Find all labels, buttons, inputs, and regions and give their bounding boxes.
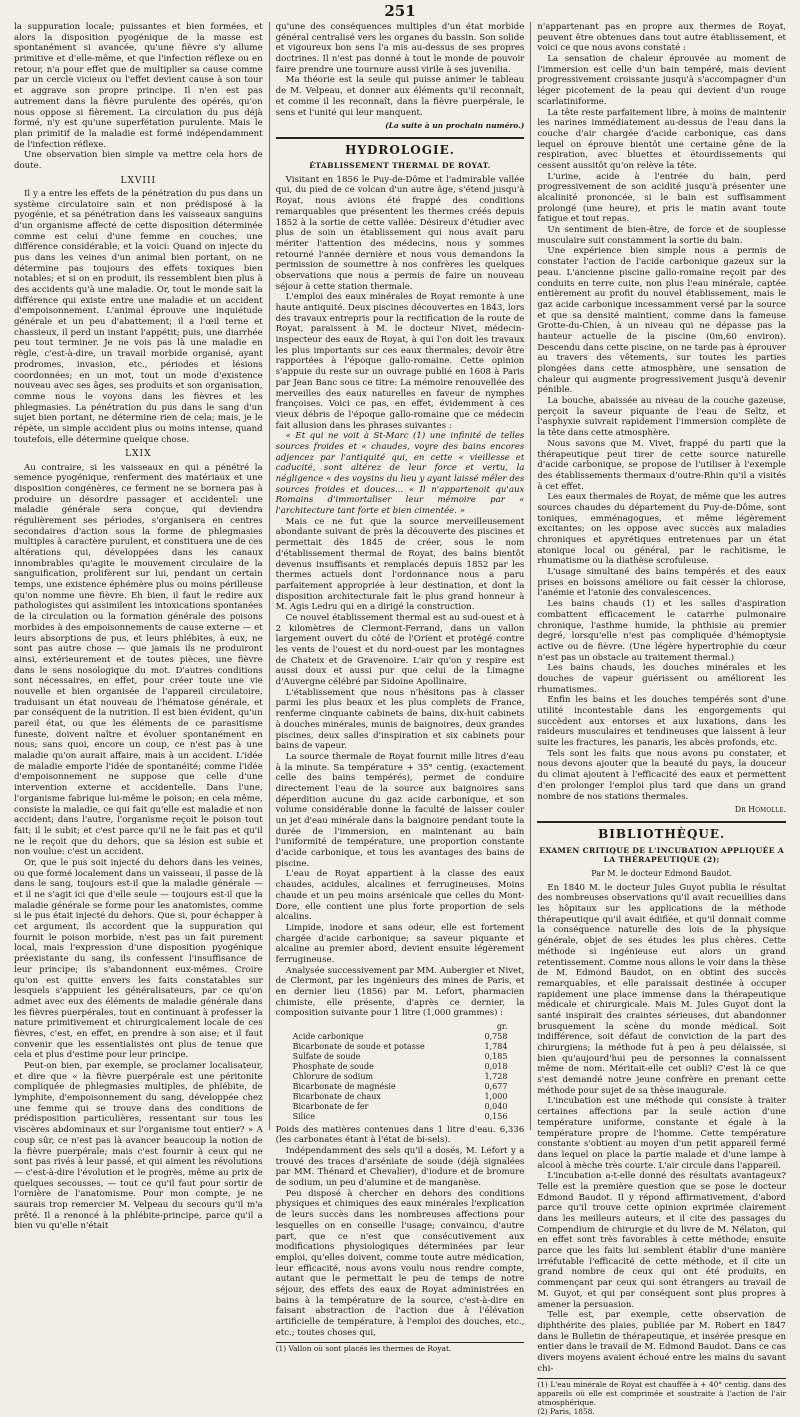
paragraph: Mais ce ne fut que la source merveilleusement abondante suivant de près la découverte des piscines et permettait dès 1845 de créer, sous le nom d'établissement thermal de Royat, des bains bientôt devenus insuffisants et remplacés depuis 1852 par les thermes actuels dont l'ordonnance nous a paru parfaitement appropriée à leur destination, et dont la disposition architecturale fait le plus grand honneur à M. Agis Ledru qui en a dirigé la construction. [275, 516, 525, 613]
component-value: 0,758 [484, 1032, 508, 1042]
table-row [291, 1032, 510, 1042]
component-value: 0,040 [484, 1101, 508, 1111]
page-number: 251 [384, 2, 416, 20]
columns [8, 22, 792, 1416]
paragraph: Analysée successivement par MM. Aubergier et Nivet, de Clermont, par les ingénieurs des mines de Paris, et en dernier lieu (1856) par M. Lefort, pharmacien chimiste, elle présente, d'après ce dernier, la composition suivante pour 1 litre (1,000 grammes) : [275, 965, 525, 1019]
quotation: « Et qui ne voit à St-Marc (1) une infinité de telles sources froides et « chaudes, voyre des bains encores adjencez par l'antiquité qui, en cette « vieillesse et caducité, sont altérez de leur force et vertu, la négligence « des voysins du lieu y ayant laissé mêler des sources froides et douces... « Il n'appartenoit qu'aux Romains d'immortaliser leur mémoire par « l'architecture tant forte et bien cimentée. » [275, 431, 525, 517]
component-name: Bicarbonate de magnésie [292, 1081, 396, 1091]
paragraph: Ce nouvel établissement thermal est au sud-ouest et à 2 kilomètres de Clermont-Ferrand, dans un vallon largement ouvert du côté de l'Orient et protégé contre les vents de l'ouest et du nord-ouest par les montagnes de Chateix et de Gravenoire. L'air qu'on y respire est aussi doux et aussi pur que celui de la Limagne d'Auvergne célébré par Sidoine Apollinaire. [275, 612, 525, 688]
section-title: BIBLIOTHÈQUE. [537, 821, 786, 842]
paragraph: La source thermale de Royat fournit mille litres d'eau à la minute. Sa température + 35° centig. (exactement celle des bains tempérés), permet de conduire directement l'eau de la source aux baignoires sans déperdition aucune du gaz acide carbonique, et son volume considérable donne la faculté de laisser couler un jet d'eau minérale dans la baignoire pendant toute la durée de l'immersion, en maintenant au bain l'uniformité de température, une proportion constante d'acide carbonique, et tous les avantages des bains de piscine. [275, 751, 525, 869]
paragraph: La bouche, abaissée au niveau de la couche gazeuse, perçoit la saveur piquante de l'eau de Seltz, et l'asphyxie suivrait rapidement l'immersion complète de la tête dans cette atmosphère. [537, 396, 787, 439]
paragraph: la suppuration locale; puissantes et bien formées, et alors la disposition pyogénique de la masse est spontanément si avancée, qu'une fièvre s'y allume primitive et d'elle-même, et que l'infection réflexe ou en retour, n'a pour effet que de multiplier sa cause comme par un cercle vicieux ou l'effet devient cause à son tour et aggrave son propre principe. Il n'en est pas autrement dans la fièvre purulente des opérés, qu'on nous oppose si fièrement. La circulation du pus déjà formé, n'y est qu'une superfétation purulente. Mais le plan primitif de la maladie est formé indépendamment de l'infection réflexe. [14, 22, 263, 150]
analysis-table [291, 1022, 510, 1122]
paragraph: Telle est, par exemple, cette observation de diphthérite des plaies, publiée par M. Robert en 1847 dans le Bulletin de thérapeutique, et insérée presque en entier dans le travail de M. Edmond Baudot. Dans ce cas divers moyens avaient échoué entre les mains du savant chi- [537, 1310, 787, 1374]
paragraph: Tels sont les faits que nous avons pu constater, et nous devons ajouter que la beauté du pays, la douceur du climat ajoutent à l'efficacité des eaux et permettent d'en prolonger l'emploi plus tard que dans un grand nombre de nos stations thermales. [537, 748, 787, 802]
component-name: Bicarbonate de fer [292, 1101, 369, 1111]
paragraph: La sensation de chaleur éprouvée au moment de l'immersion est celle d'un bain tempéré, mais devient progressivement croissante jusqu'à s'accompagner d'un léger picotement de la peau qui devient d'un rouge scarlatiniforme. [537, 54, 787, 107]
paragraph: Les eaux thermales de Royat, de même que les autres sources chaudes du département du Puy-de-Dôme, sont toniques, emménagogues, et même légèrement excitantes; on les oppose avec succès aux maladies chroniques et apyrétiques entretenues par un état atonique local ou général, par le rachitisme, le rhumatisme ou la diathèse scrofuleuse. [537, 492, 787, 567]
review-author: Par M. le docteur Edmond Baudot. [591, 868, 733, 878]
component-value: 1,728 [484, 1071, 508, 1081]
component-name: Bicarbonate de soude et potasse [292, 1042, 425, 1051]
review-title: EXAMEN CRITIQUE DE L'INCUBATION APPLIQUÉE A LA THÉRAPEUTIQUE (2); [539, 846, 785, 865]
paragraph: n'appartenant pas en propre aux thermes de Royat, peuvent être obtenues dans tout autre établissement, et voici ce que nous avons constaté : [537, 22, 787, 54]
component-value: 0,018 [484, 1061, 508, 1071]
paragraph: Les bains chauds (1) et les salles d'aspiration combattent efficacement le catarrhe pulmonaire chronique, l'asthme humide, la phthisie au premier degré, lorsqu'elle n'est pas compliquée d'hémoptysie active ou de fièvre. (Une légère hypertrophie du cœur n'est pas un obstacle au traitement thermal.) [537, 599, 787, 663]
component-name: Sulfate de soude [292, 1051, 361, 1061]
paragraph: Enfin les bains et les douches tempérés sont d'une utilité incontestable dans les engorgements qui succèdent aux entorses et aux luxations, dans les raideurs musculaires et tendineuses que laissent à leur suite les fractures, les panaris, les abcès profonds, etc. [537, 695, 787, 749]
footnote: (1) Vallon où sont placés les thermes de Royat. [276, 1342, 525, 1354]
table-unit-row [291, 1022, 510, 1032]
component-name: Chlorure de sodium [292, 1071, 374, 1081]
paragraph: Une observation bien simple va mettre cela hors de doute. [14, 150, 263, 171]
table-row [291, 1112, 510, 1122]
paragraph: Or, que le pus soit injecté du dehors dans les veines, ou que formé localement dans un vaisseau, il passe de là dans le sang, toujours est-il que la maladie générale — et il ne s'agit ici que d'elle seule — toujours est-il que la maladie générale se forme pour les anatomistes, comme si le pus était injecté du dehors. Que si, pour échapper à cet argument, ils accordent que la suppuration qui fournit le poison morbide, n'est pas un fait purement local, mais l'expression d'une disposition pyogénique préexistante du sang, ils confessent l'insuffisance de leur principe; ils s'abandonnent eux-mêmes. Croire qu'on est quitte envers les faits constatables sur lesquels s'appuient les généralisateurs, par ce qu'on admet avec eux des éléments de maladie générale dans les fièvres puerpérales, tout en continuant à professer la nature primitivement et chirurgicalement locale de ces fièvres, c'est, en effet, en prendre à son aise; et il faut convenir que les essentialistes ont plus de tenue que cela et plus d'estime pour leur principe. [14, 857, 263, 1061]
paragraph: L'eau de Royat appartient à la classe des eaux chaudes, acidules, alcalines et ferrugineuses. Moins chaude et un peu moins arsénicale que celles du Mont-Dore, elle contient une plus forte proportion de sels alcalins. [275, 869, 525, 923]
footnote: (1) L'eau minérale de Royat est chauffée à + 40° centig. dans des appareils où elle est comprimée et soustraite à l'action de l'air atmosphérique. [537, 1380, 787, 1408]
column-3 [530, 22, 792, 1416]
component-name: Phosphate de soude [292, 1061, 374, 1071]
table-row [291, 1092, 510, 1102]
paragraph: Au contraire, si les vaisseaux en qui a pénétré la semence pyogénique, renferment des matériaux et une disposition congénères, ce ferment ne se bornera pas à produire un désordre passager et accidentel: une maladie générale sera conçue, qui deviendra régulièrement ses périodes, s'organisera en centres secondaires d'action sous la forme de phlegmasies multiples à caractère purulent, et constituera une de ces altérations qui, développées dans les canaux innombrables qu'agite le mouvement circulaire de la sanguification, prolifèrent sur lui, pendant un certain temps, une existence éphémère plus ou moins périlleuse qu'on nomme une fièvre. Eh bien, il faut le redire aux pathologistes qui assimilent les intoxications spontanées de la circulation ou la formation générale des poisons morbides à des empoisonnements de cause externe — et leurs absorptions de pus, et leurs phlébites, à eux, ne sont pas autre chose — que jamais ils ne produiront ainsi, extérieurement et de toutes pièces, une fièvre dans le sens nosologique du mot. D'autres conditions sont nécessaires, en effet, pour créer toute une vie nouvelle et bien organisée de l'appareil circulatoire, traduisant un état nouveau de l'hématose générale, et par conséquent de la nutrition. Il est bien évident, qu'un pareil état, ou que les éléments de ce parasitisme funeste, doivent naître et évoluer spontanément en nous; sans quoi, encore un coup, ce n'est pas à une maladie qu'on aurait affaire, mais à un accident. L'idée de maladie emporte l'idée de spontanéité; comme l'idée d'empoisonnement ne suppose que celle d'une intervention externe et accidentelle. Dans l'une, l'organisme fabrique lui-même le poison; en cela même, consiste la maladie, ce qui fait qu'elle est maladie et non accident; dans l'autre, l'organisme reçoit le poison tout fait; il le subit; et c'est parce qu'il ne le fait pas et qu'il ne le reçoit que du dehors, que sa lésion est subie et non voulue: c'est un accident. [14, 462, 263, 858]
paragraph: Ma théorie est la seule qui puisse animer le tableau de M. Velpeau, et donner aux éléments qu'il reconnaît, et comme il les reconnaît, dans la fièvre puerpérale, le sens et l'unité qui leur manquent. [275, 75, 525, 118]
column-1 [8, 22, 269, 1232]
paragraph: qu'une des conséquences multiples d'un état morbide général centralisé vers les organes du bassin. Son solide et vigoureux bon sens l'a mis au-dessus de ses propres doctrines. Il n'est pas donné à tout le monde de pouvoir faire prendre une tournure aussi virile à ses juvenilia. [275, 22, 525, 75]
table-row [291, 1082, 510, 1092]
component-value: 1,000 [484, 1091, 508, 1101]
paragraph: L'usage simultané des bains tempérés et des eaux prises en boissons améliore ou fait cesser la chlorose, l'anémie et l'atonie des convalescences. [537, 567, 787, 599]
paragraph: L'incubation a-t-elle donné des résultats avantageux? Telle est la première question que se pose le docteur Edmond Baudot. Il y répond affirmativement, d'abord parce qu'il trouve cette opinion exprimée clairement dans les meilleurs auteurs, et il cite des passages du Compendium de chirurgie et du livre de M. Nélaton, qui en effet sont très favorables à cette méthode; ensuite parce que les faits lui semblent établir d'une manière irréfutable l'efficacité de cette méthode, et il cite un grand nombre de ceux qui ont été produits, en commençant par ceux qui sont étrangers au travail de M. Guyot, et qui par conséquent sont plus propres à amener la persuasion. [537, 1171, 787, 1310]
table-row [291, 1052, 510, 1062]
paragraph: Indépendamment des sels qu'il a dosés, M. Lefort y a trouvé des traces d'arséniate de soude (déjà signalées par MM. Thénard et Chevalier), d'iodure et de bromure de sodium, un peu d'alumine et de manganèse. [275, 1146, 525, 1189]
column-2 [269, 22, 531, 1354]
paragraph: Limpide, inodore et sans odeur, elle est fortement chargée d'acide carbonique; sa saveur piquante et alcaline au premier abord, devient ensuite légèrement ferrugineuse. [275, 922, 525, 965]
article-title: ÉTABLISSEMENT THERMAL DE ROYAT. [309, 161, 491, 171]
paragraph: Peut-on bien, par exemple, se proclamer localisateur, et dire que « la fièvre puerpérale est une péritonite compliquée de phlegmasies multiples, de phlébite, de lymphite, d'empoisonnement du sang, développée chez une femme qui se trouve dans des conditions de prédisposition particulières, ressentant sur tous les viscères abdominaux et sur l'organisme tout entier? » A coup sûr, ce n'est pas là avancer beaucoup la notion de la fièvre puerpérale; mais c'est fournir à ceux qui ne sont pas rivés à leur passé, et qui aiment les révolutions — c'est-à-dire l'évolution et le progrès, même au prix de quelques secousses, — tout ce qu'il faut pour sortir de l'ornière de l'anatomisme. Pour mon compte, je ne saurais trop remercier M. Velpeau du secours qu'il m'a prêté. Il a renoncé à la phlébite-principe, parce qu'il a bien vu qu'elle n'était [14, 1061, 263, 1232]
paragraph: Les bains chauds, les douches minérales et les douches de vapeur guérissent ou améliorent les rhumatismes. [537, 663, 787, 695]
paragraph: Poids des matières contenues dans 1 litre d'eau. 6,336 (les carbonates étant à l'état de bi-sels). [275, 1124, 525, 1146]
component-name: Silice [292, 1111, 315, 1121]
section-number: LXVIII [120, 175, 157, 186]
table-unit: gr. [496, 1022, 508, 1032]
paragraph: Visitant en 1856 le Puy-de-Dôme et l'admirable vallée qui, du pied de ce volcan d'un autre âge, s'étend jusqu'à Royat, nous avions été frappé des conditions remarquables que présentent les thermes créés depuis 1852 à la sortie de cette vallée. Désireux d'étudier avec plus de soin un établissement qui nous avait paru mériter l'attention des médecins, nous y sommes retourné l'année dernière et nous vous demandons la permission de soumettre à nos confrères les quelques observations que nous a permis de faire un nouveau séjour à cette station thermale. [275, 174, 525, 292]
paragraph: Il y a entre les effets de la pénétration du pus dans un système circulatoire sain et non prédisposé à la pyogénie, et sa pénétration dans les vaisseaux sanguins d'un organisme affecté de cette disposition déterminée comme est celui d'une femme en couches, une différence considérable, et la voici: Quand on injecte du pus dans les veines d'un animal bien portant, on ne détermine pas toujours des effets toxiques bien notables; et si on en produit, ils ressemblent bien plus à des accidents qu'à une maladie. Or, tout le monde sait la différence qui existe entre une maladie et un accident d'empoisonnement. L'animal éprouve une inquiétude générale et un peu d'abattement; il a l'œil terne et chassieux, il perd un instant l'appétit; puis, une diarrhée peu tout terminer. Je ne vois pas là une maladie en règle, c'est-à-dire, un travail morbide organisé, ayant prodromes, invasion, etc., périodes et lésions coordonnées; en un mot, tout un mode d'existence nouveau avec ses âges, ses produits et son organisation, comme nous le voyons dans les fièvres et les phlegmasies. La pénétration du pus dans le sang d'un sujet bien portant, ne détermine rien de cela; mais, je le répète, un simple accident plus ou moins intense, quand toutefois, elle détermine quelque chose. [14, 188, 263, 445]
table-row [291, 1102, 510, 1112]
paragraph: La tête reste parfaitement libre, à moins de maintenir les narines immédiatement au-dessus de l'eau dans la couche d'air chargée d'acide carbonique, cas dans lequel on éprouve bientôt une certaine gêne de la respiration, avec bluettes et étourdissements qui cessent aussitôt qu'on relève la tête. [537, 107, 787, 171]
footnotes [537, 1378, 786, 1417]
component-name: Bicarbonate de chaux [292, 1091, 381, 1101]
table-row [291, 1042, 510, 1052]
paragraph: Une expérience bien simple nous a permis de constater l'action de l'acide carbonique gazeux sur la peau. L'ancienne piscine gallo-romaine reçoit par des conduits en terre cuite, non plus l'eau minérale, captée entièrement au profit du nouvel établissement, mais le gaz acide carbonique incessamment versé par la source et que sa densité maintient, comme dans la fameuse Grotte-du-Chien, à un niveau qui ne dépasse pas la hauteur actuelle de la piscine (0m,60 environ). Descendu dans cette piscine, on ne tarde pas à éprouver au travers des vêtements, sur toutes les parties plongées dans cette atmosphère, une sensation de chaleur qui augmente progressivement jusqu'à devenir pénible. [537, 246, 787, 396]
paragraph: Un sentiment de bien-être, de force et de souplesse musculaire suit constamment la sortie du bain. [537, 225, 787, 246]
continued-note: (La suite à un prochain numéro.) [385, 121, 525, 131]
section-title: HYDROLOGIE. [276, 137, 525, 158]
section-number: LXIX [125, 449, 152, 460]
paragraph: L'urine, acide à l'entrée du bain, perd progressivement de son acidité jusqu'à présenter une alcalinité prononcée, si le bain est suffisamment prolongé (une heure), et pris le matin avant toute fatigue et tout repas. [537, 171, 787, 225]
paragraph: L'incubation est une méthode qui consiste à traiter certaines affections par la seule action d'une température uniforme, constante et égale à la température propre de l'homme. Cette température constante s'obtient au moyen d'un petit appareil fermé dans lequel on place la partie malade et d'une lampe à alcool à mèche très courte. L'air circule dans l'appareil. [537, 1096, 787, 1171]
component-name: Acide carbonique [292, 1032, 364, 1042]
component-value: 0,185 [484, 1051, 508, 1061]
component-value: 1,784 [484, 1042, 508, 1051]
paragraph: Nous savons que M. Vivet, frappé du parti que la thérapeutique peut tirer de cette source naturelle d'acide carbonique, se propose de l'utiliser à l'exemple des établissements thermaux d'outre-Rhin qu'il a visités à cet effet. [537, 438, 787, 492]
paragraph: En 1840 M. le docteur Jules Guyot publia le résultat des nombreuses observations qu'il avait recueillies dans les hôpitaux sur les applications de la méthode thérapeutique qu'il avait édifiée, et qu'il donnait comme la conséquence naturelle des lois de la physique générale, objet de ses études les plus chères. Cette méthode si ingénieuse eut alors un grand retentissement. Comme nous allons le voir dans la thèse de M. Edmond Baudot, on en obtint des succès remarquables, et elle paraissait destinée à occuper rapidement une place immense dans la thérapeutique médicale et chirurgicale. Mais M. Jules Guyot dont la santé inspirait des craintes sérieuses, dut abandonner brusquement la scène du monde médical. Soit indifférence, soit défaut de conviction de la part des chirurgiens; la méthode fut à peu à peu délaissée, si bien qu'aujourd'hui peu de personnes la connaissent même de nom. Méritait-elle cet oubli? C'est là ce que s'est demandé notre jeune confrère en prenant cette méthode pour sujet de sa thèse inaugurale. [537, 882, 787, 1096]
footnote: (2) Paris, 1858. [537, 1406, 595, 1416]
signature: Dr Homolle. [734, 805, 787, 815]
table-row [291, 1062, 510, 1072]
paragraph: L'établissement que nous n'hésitons pas à classer parmi les plus beaux et les plus complets de France, renferme cinquante cabinets de bains, dix-huit cabinets à douches minérales, munis de baignoires, deux grandes piscines, deux salles d'inspiration et six cabinets pour bains de vapeur. [275, 687, 525, 752]
component-value: 0,156 [484, 1111, 508, 1121]
paragraph: L'emploi des eaux minérales de Royat remonte à une haute antiquité. Deux piscines découvertes en 1843, lors des travaux entrepris pour la rectification de la route de Royat, paraissent à M. le docteur Nivet, médecin-inspecteur des eaux de Royat, à qui l'on doit les travaux les plus importants sur ces eaux thermales, devoir être rapportées à l'époque gallo-romaine. Cette opinion s'appuie du reste sur un ouvrage publié en 1608 à Paris par Jean Banc sous ce titre: La mémoire renouvellée des merveilles des eaux naturelles en faveur de nymphes françoises. Voici ce pas, en effet, évidemment à ces vieux débris de l'époque gallo-romaine que ce médecin fait allusion dans les phrases suivantes : [275, 292, 525, 431]
table-row [291, 1072, 510, 1082]
component-value: 0,677 [484, 1081, 508, 1091]
paragraph: Peu disposé à chercher en dehors des conditions physiques et chimiques des eaux minérales l'explication de leurs succès dans les nombreuses affections pour lesquelles on en conseille l'usage; convaincu, d'autre part, que ce n'est que consécutivement aux modifications physiologiques déterminées par leur emploi, qu'elles doivent, comme toute autre médication, leur efficacité, nous avons voulu nous rendre compte, autant que le permettait le peu de temps de notre séjour, des effets des eaux de Royat administrées en bains à la température de la source, c'est-à-dire en faisant abstraction de l'action due à l'élévation artificielle de température, à l'emploi des douches, etc., etc.; toutes choses qui, [275, 1188, 525, 1338]
